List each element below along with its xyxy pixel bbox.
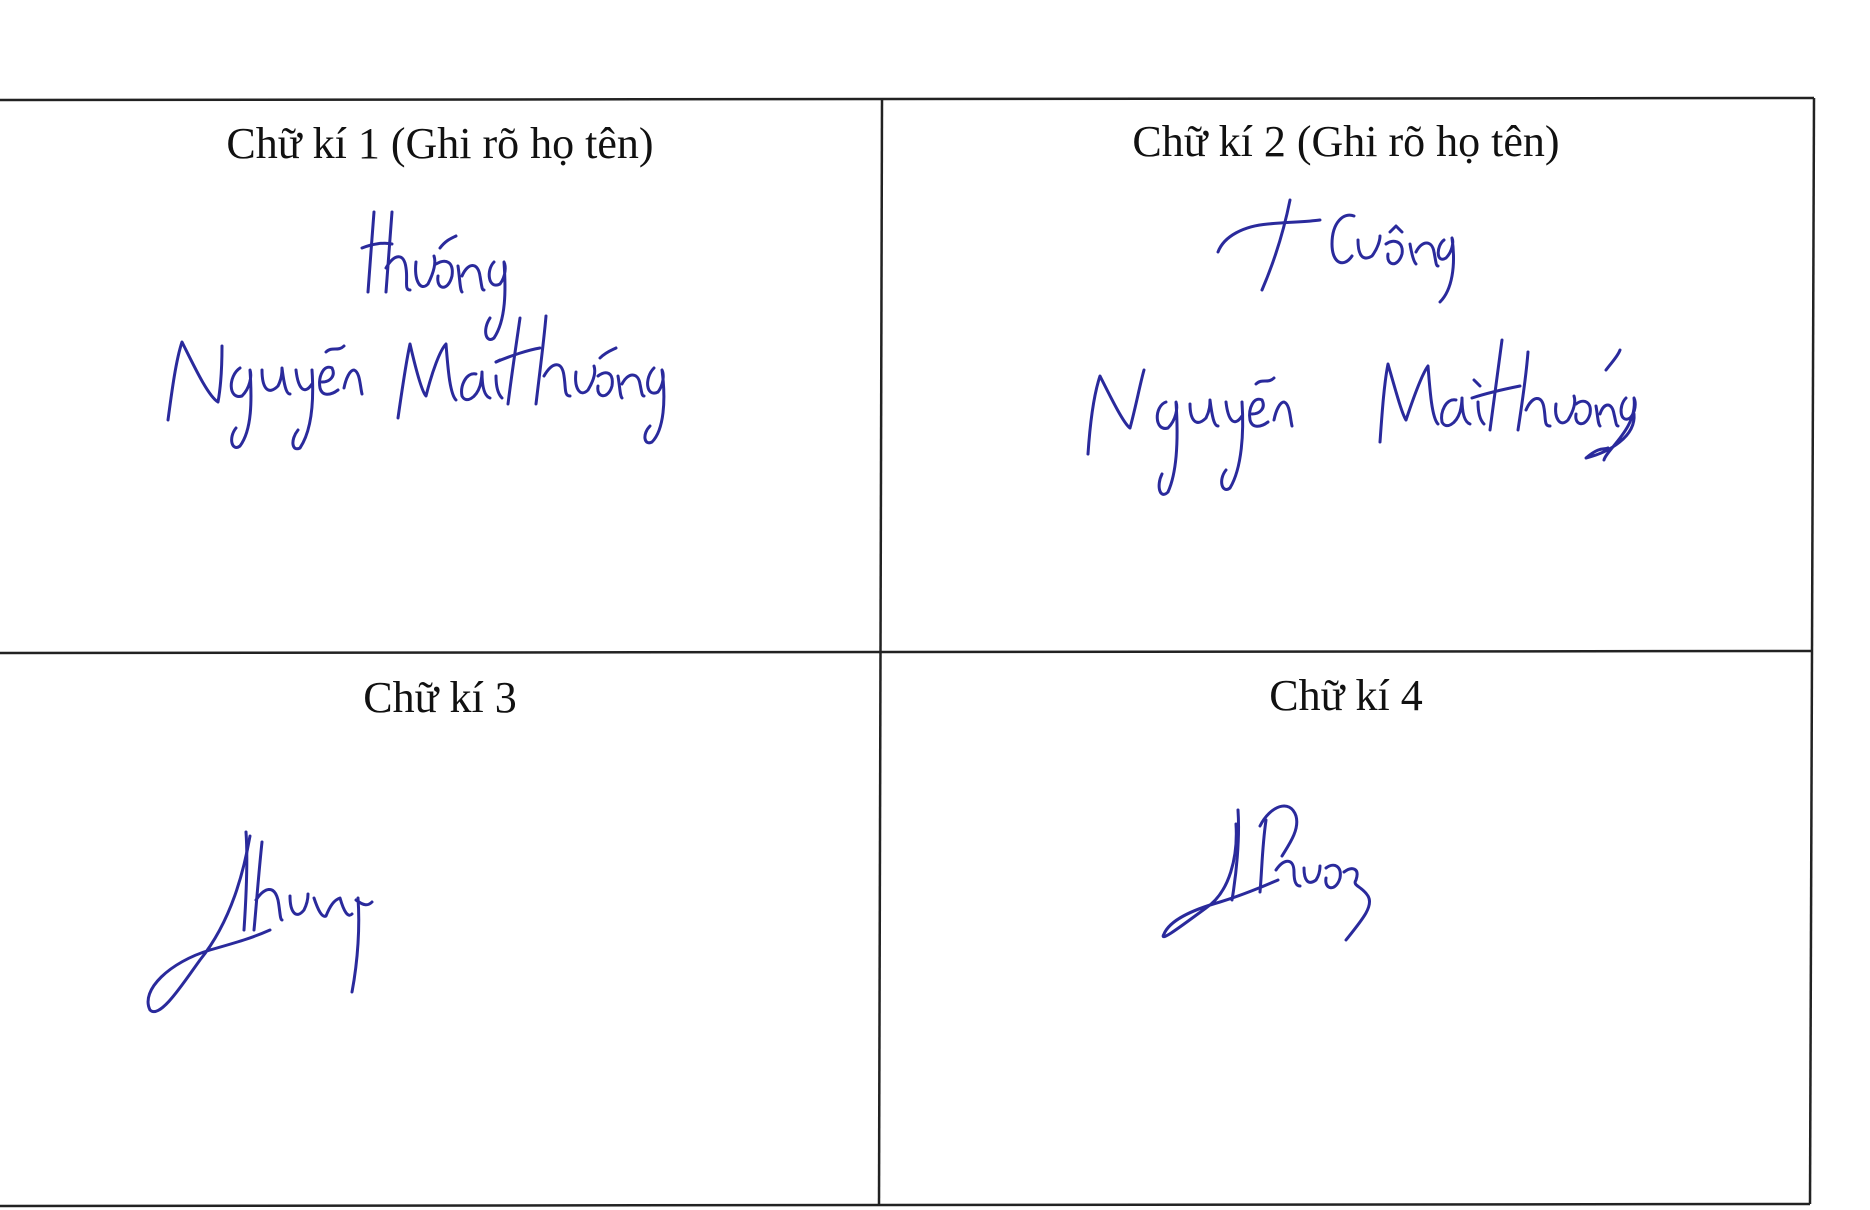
table-bottom-border [0,1204,1810,1206]
cell-title-2: Chữ kí 2 (Ghi rõ họ tên) [1132,117,1560,166]
cell-title-4: Chữ kí 4 [1269,671,1423,720]
table-top-border [0,98,1814,100]
cell-title-3: Chữ kí 3 [363,673,517,722]
cell-title-1: Chữ kí 1 (Ghi rõ họ tên) [226,119,654,168]
table-horizontal-divider [0,651,1812,653]
